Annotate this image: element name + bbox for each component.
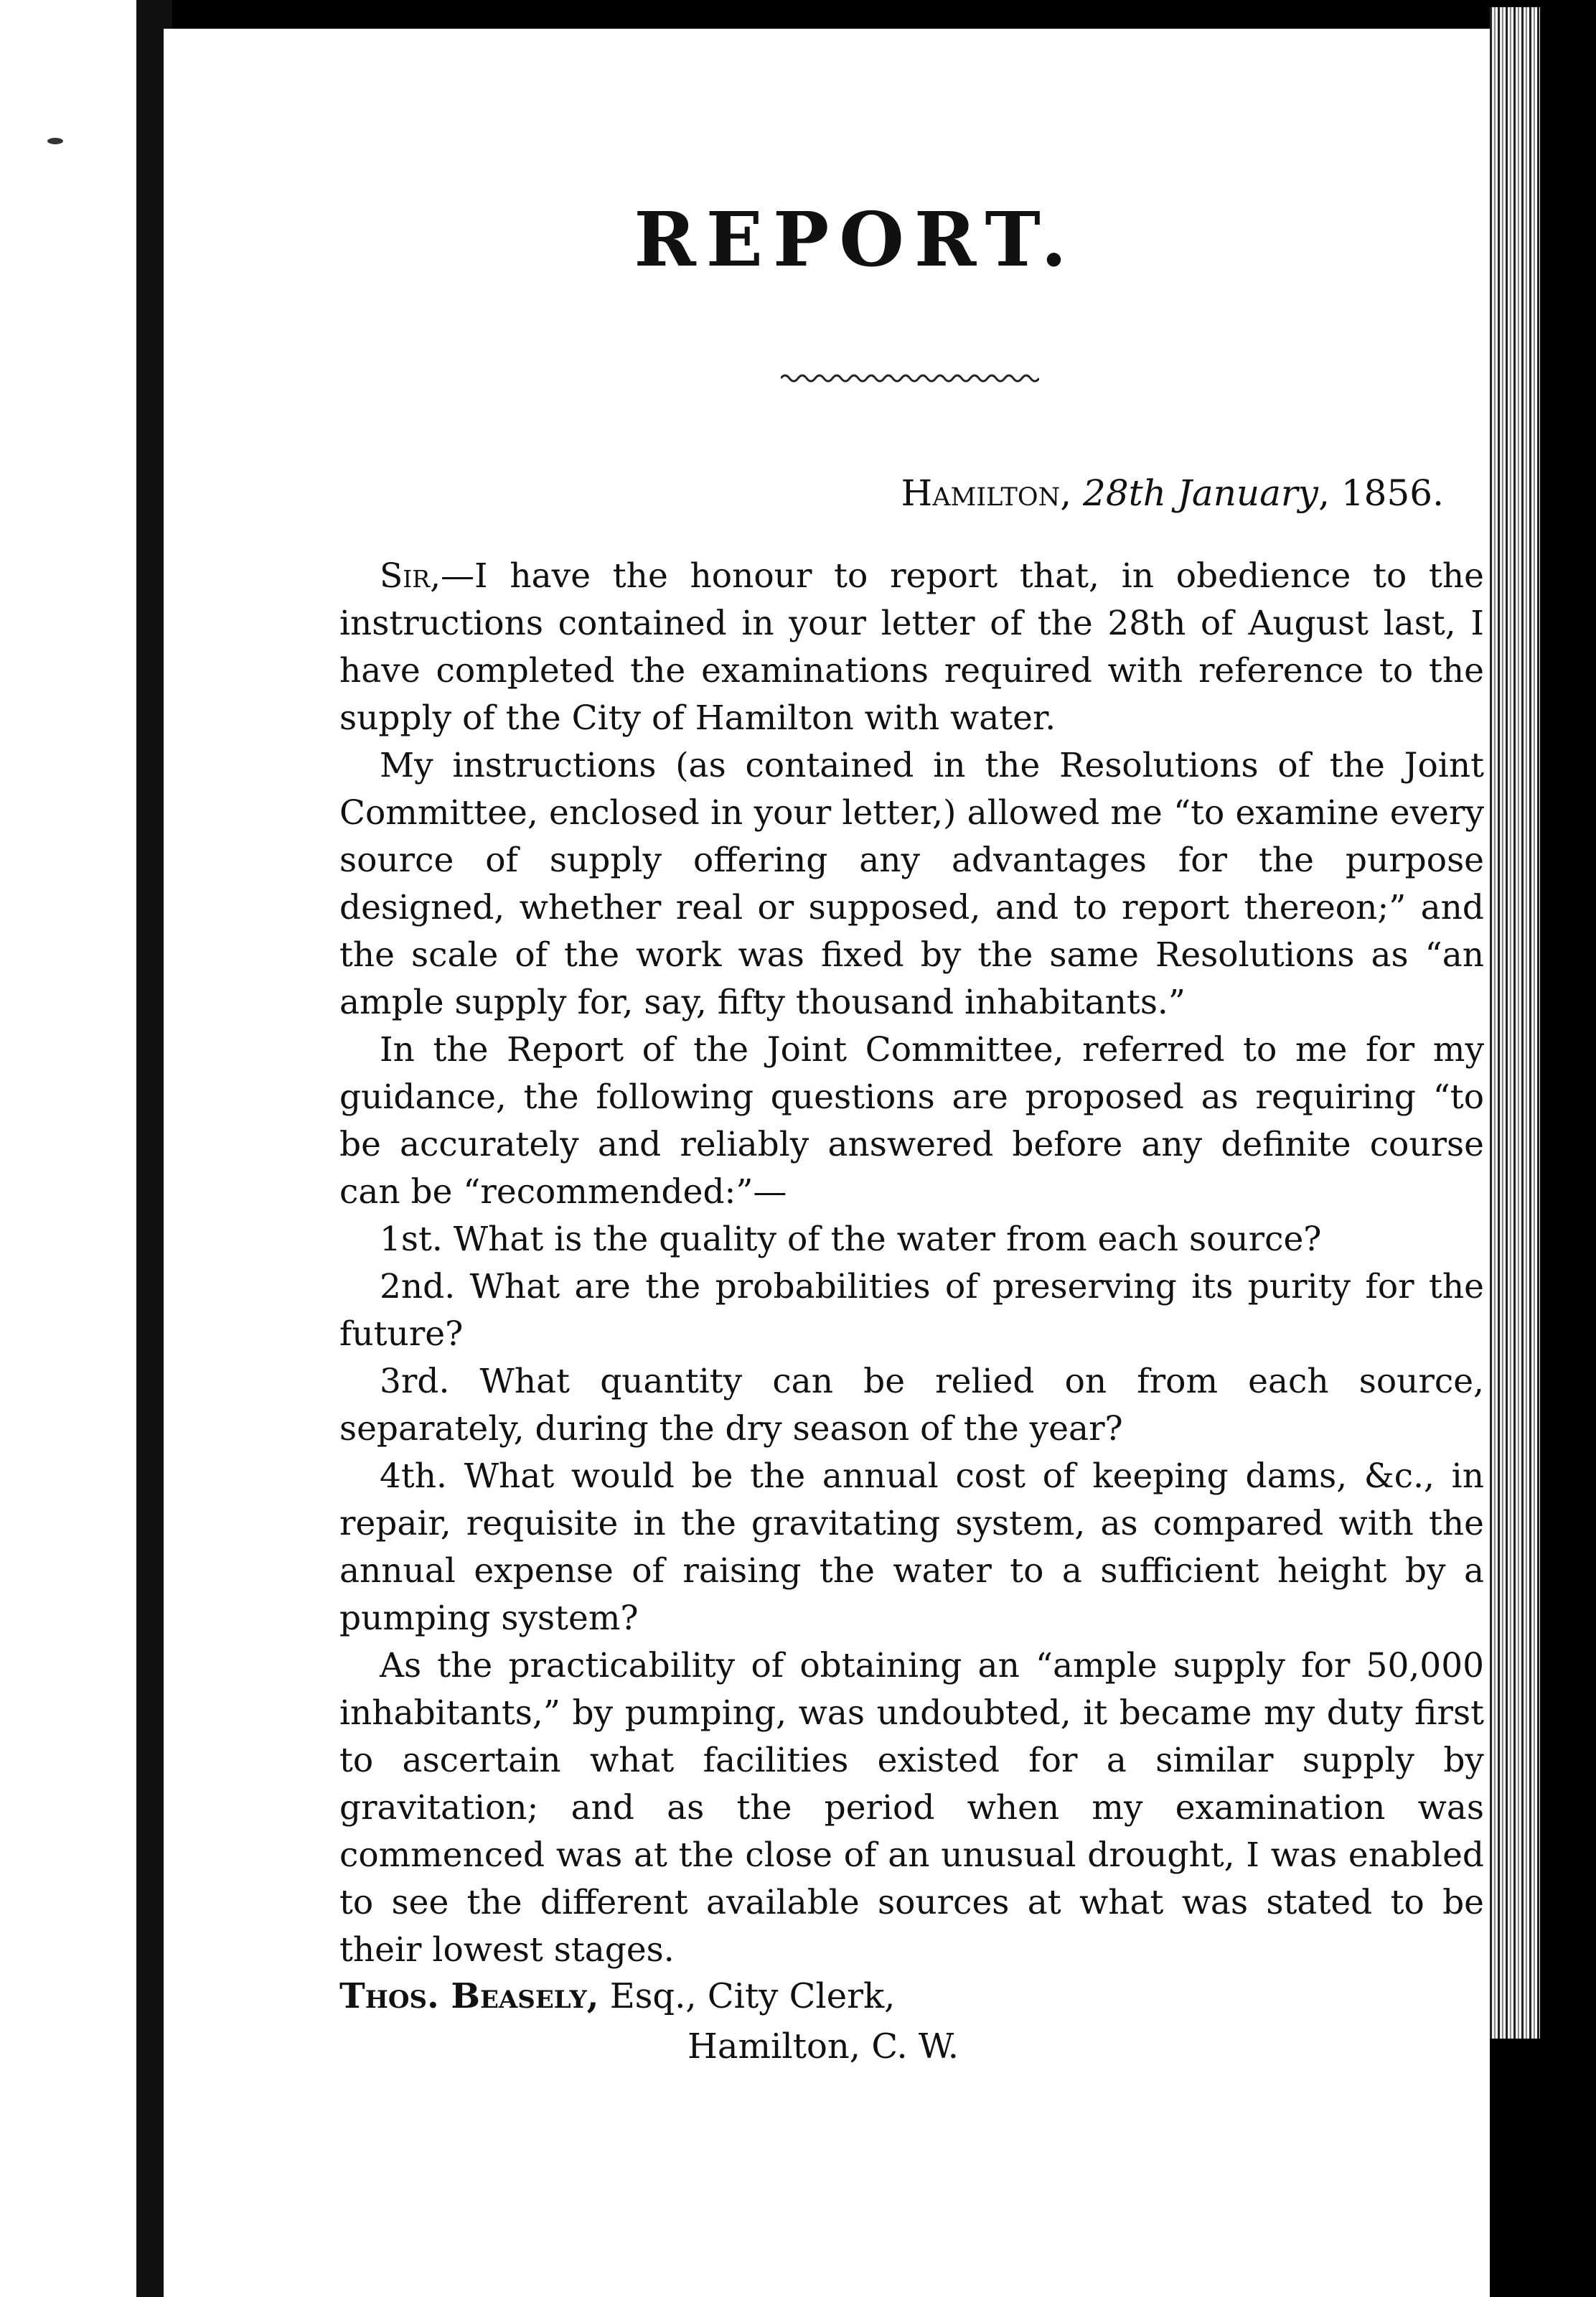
- question-2: 2nd. What are the probabilities of preserving its purity for the future?: [339, 1267, 1484, 1354]
- paragraph-3: In the Report of the Joint Committee, referred to me for my guidance, the following questions are proposed as requiring “to be accurately and reliably answered before any definite course can be “recommended:”—: [339, 1030, 1484, 1212]
- addressee: [339, 1971, 959, 2072]
- page-title: REPORT.: [634, 195, 1077, 284]
- facing-page: [0, 0, 136, 2297]
- dateline-year: 1856.: [1341, 472, 1444, 514]
- scan-border: [1490, 2039, 1596, 2297]
- addressee-line-1: [339, 1971, 959, 2021]
- report-page: [164, 29, 1490, 2297]
- ink-mark: [47, 138, 63, 144]
- page-edges: [1490, 7, 1540, 2039]
- dateline: Hamilton, 28th January, 1856.: [901, 472, 1444, 514]
- closing-paragraph: As the practicability of obtaining an “ample supply for 50,000 inhabitants,” by pumping, was undoubted, it became my duty first to ascertain what facilities existed for a similar supply by gravitation; and as the period when my examination was commenced was at the close of an unusual drought, I was enabled to see the different available sources at what was stated to be their lowest stages.: [339, 1646, 1484, 1970]
- addressee-name: Thos. Beasely,: [339, 1976, 599, 2016]
- dateline-date: 28th January: [1083, 472, 1319, 514]
- question-3: 3rd. What quantity can be relied on from each source, separately, during the dry season of the year?: [339, 1362, 1484, 1449]
- addressee-line-2: Hamilton, C. W.: [687, 2026, 959, 2067]
- question-4: 4th. What would be the annual cost of keeping dams, &c., in repair, requisite in the gravitating system, as compared with the annual expense of raising the water to a sufficient height by a pumping system?: [339, 1456, 1484, 1638]
- addressee-title: Esq., City Clerk,: [598, 1976, 896, 2016]
- paragraph-2: My instructions (as contained in the Resolutions of the Joint Committee, enclosed in your letter,) allowed me “to examine every source of supply offering any advantages for the purpose designed, whether real or supposed, and to report thereon;” and the scale of the work was fixed by the same Resolutions as “an ample supply for, say, fifty thousand inhabitants.”: [339, 746, 1484, 1022]
- dateline-place: Hamilton: [901, 472, 1061, 514]
- paragraph-1: —I have the honour to report that, in obedience to the instructions contained in your letter of the 28th of August last, I have completed the examinations required with reference to the supply of the City of Hamilton with water.: [339, 556, 1484, 738]
- question-1: 1st. What is the quality of the water from each source?: [380, 1220, 1322, 1259]
- ornamental-rule: [781, 370, 1039, 387]
- report-body: [339, 553, 1484, 1974]
- opening-paragraph: [339, 553, 1484, 742]
- salutation: Sir,: [380, 556, 441, 596]
- question-list: [339, 1216, 1484, 1642]
